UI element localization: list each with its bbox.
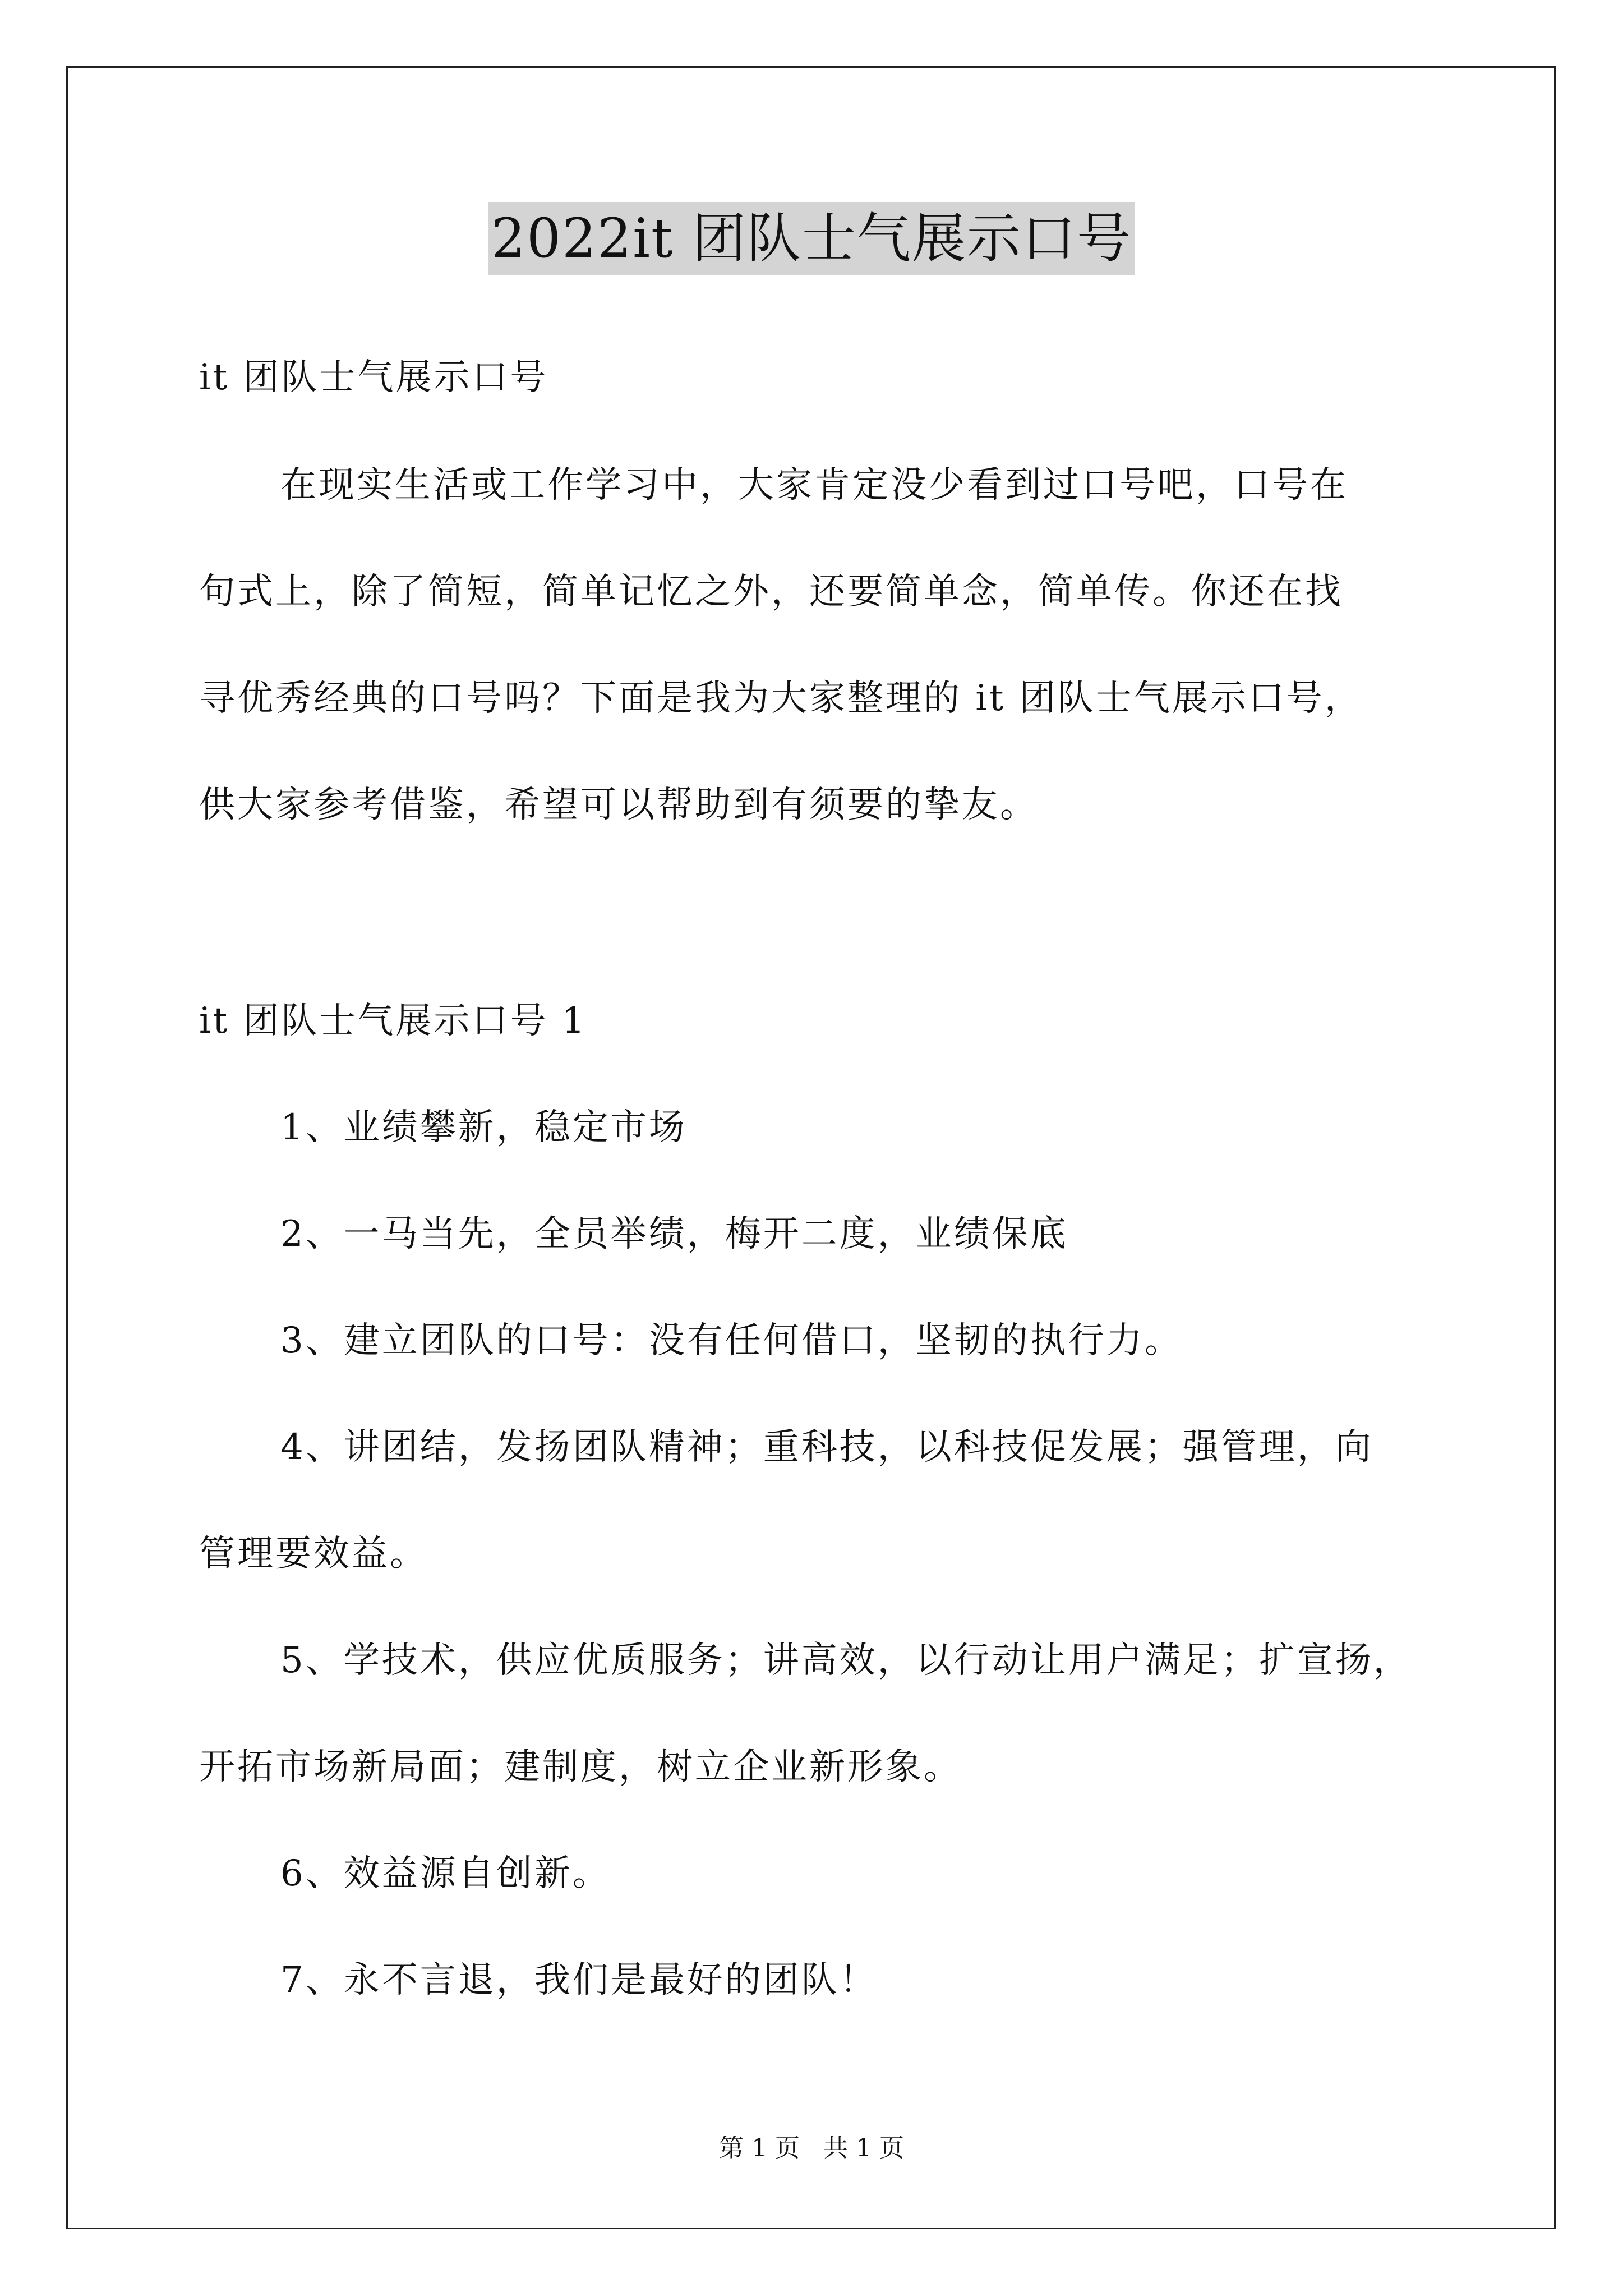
document-title-text: 2022it 团队士气展示口号 — [488, 202, 1135, 275]
document-title — [0, 202, 1623, 275]
intro-line-2: 句式上，除了简短，简单记忆之外，还要简单念，简单传。你还在找 — [199, 571, 1343, 613]
list-item: 3、建立团队的口号：没有任何借口，坚韧的执行力。 — [280, 1320, 1183, 1361]
intro-line-4: 供大家参考借鉴，希望可以帮助到有须要的挚友。 — [199, 784, 1038, 826]
page-footer: 第 1 页 共 1 页 — [719, 2134, 904, 2162]
list-item: 6、效益源自创新。 — [280, 1853, 611, 1894]
list-item: 1、业绩攀新，稳定市场 — [280, 1107, 687, 1148]
list-item-continuation: 管理要效益。 — [199, 1533, 428, 1575]
section-heading: it 团队士气展示口号 1 — [199, 1000, 587, 1042]
list-item: 5、学技术，供应优质服务；讲高效，以行动让用户满足；扩宣扬， — [280, 1640, 1412, 1681]
list-item: 7、永不言退，我们是最好的团队！ — [280, 1959, 878, 2001]
list-item: 4、讲团结，发扬团队精神；重科技，以科技促发展；强管理，向 — [280, 1427, 1373, 1468]
intro-line-1: 在现实生活或工作学习中，大家肯定没少看到过口号吧，口号在 — [280, 464, 1348, 506]
document-subtitle: it 团队士气展示口号 — [199, 357, 548, 398]
intro-line-3: 寻优秀经典的口号吗？下面是我为大家整理的 it 团队士气展示口号， — [199, 678, 1363, 719]
list-item-continuation: 开拓市场新局面；建制度，树立企业新形象。 — [199, 1746, 962, 1788]
list-item: 2、一马当先，全员举绩，梅开二度，业绩保底 — [280, 1213, 1068, 1255]
